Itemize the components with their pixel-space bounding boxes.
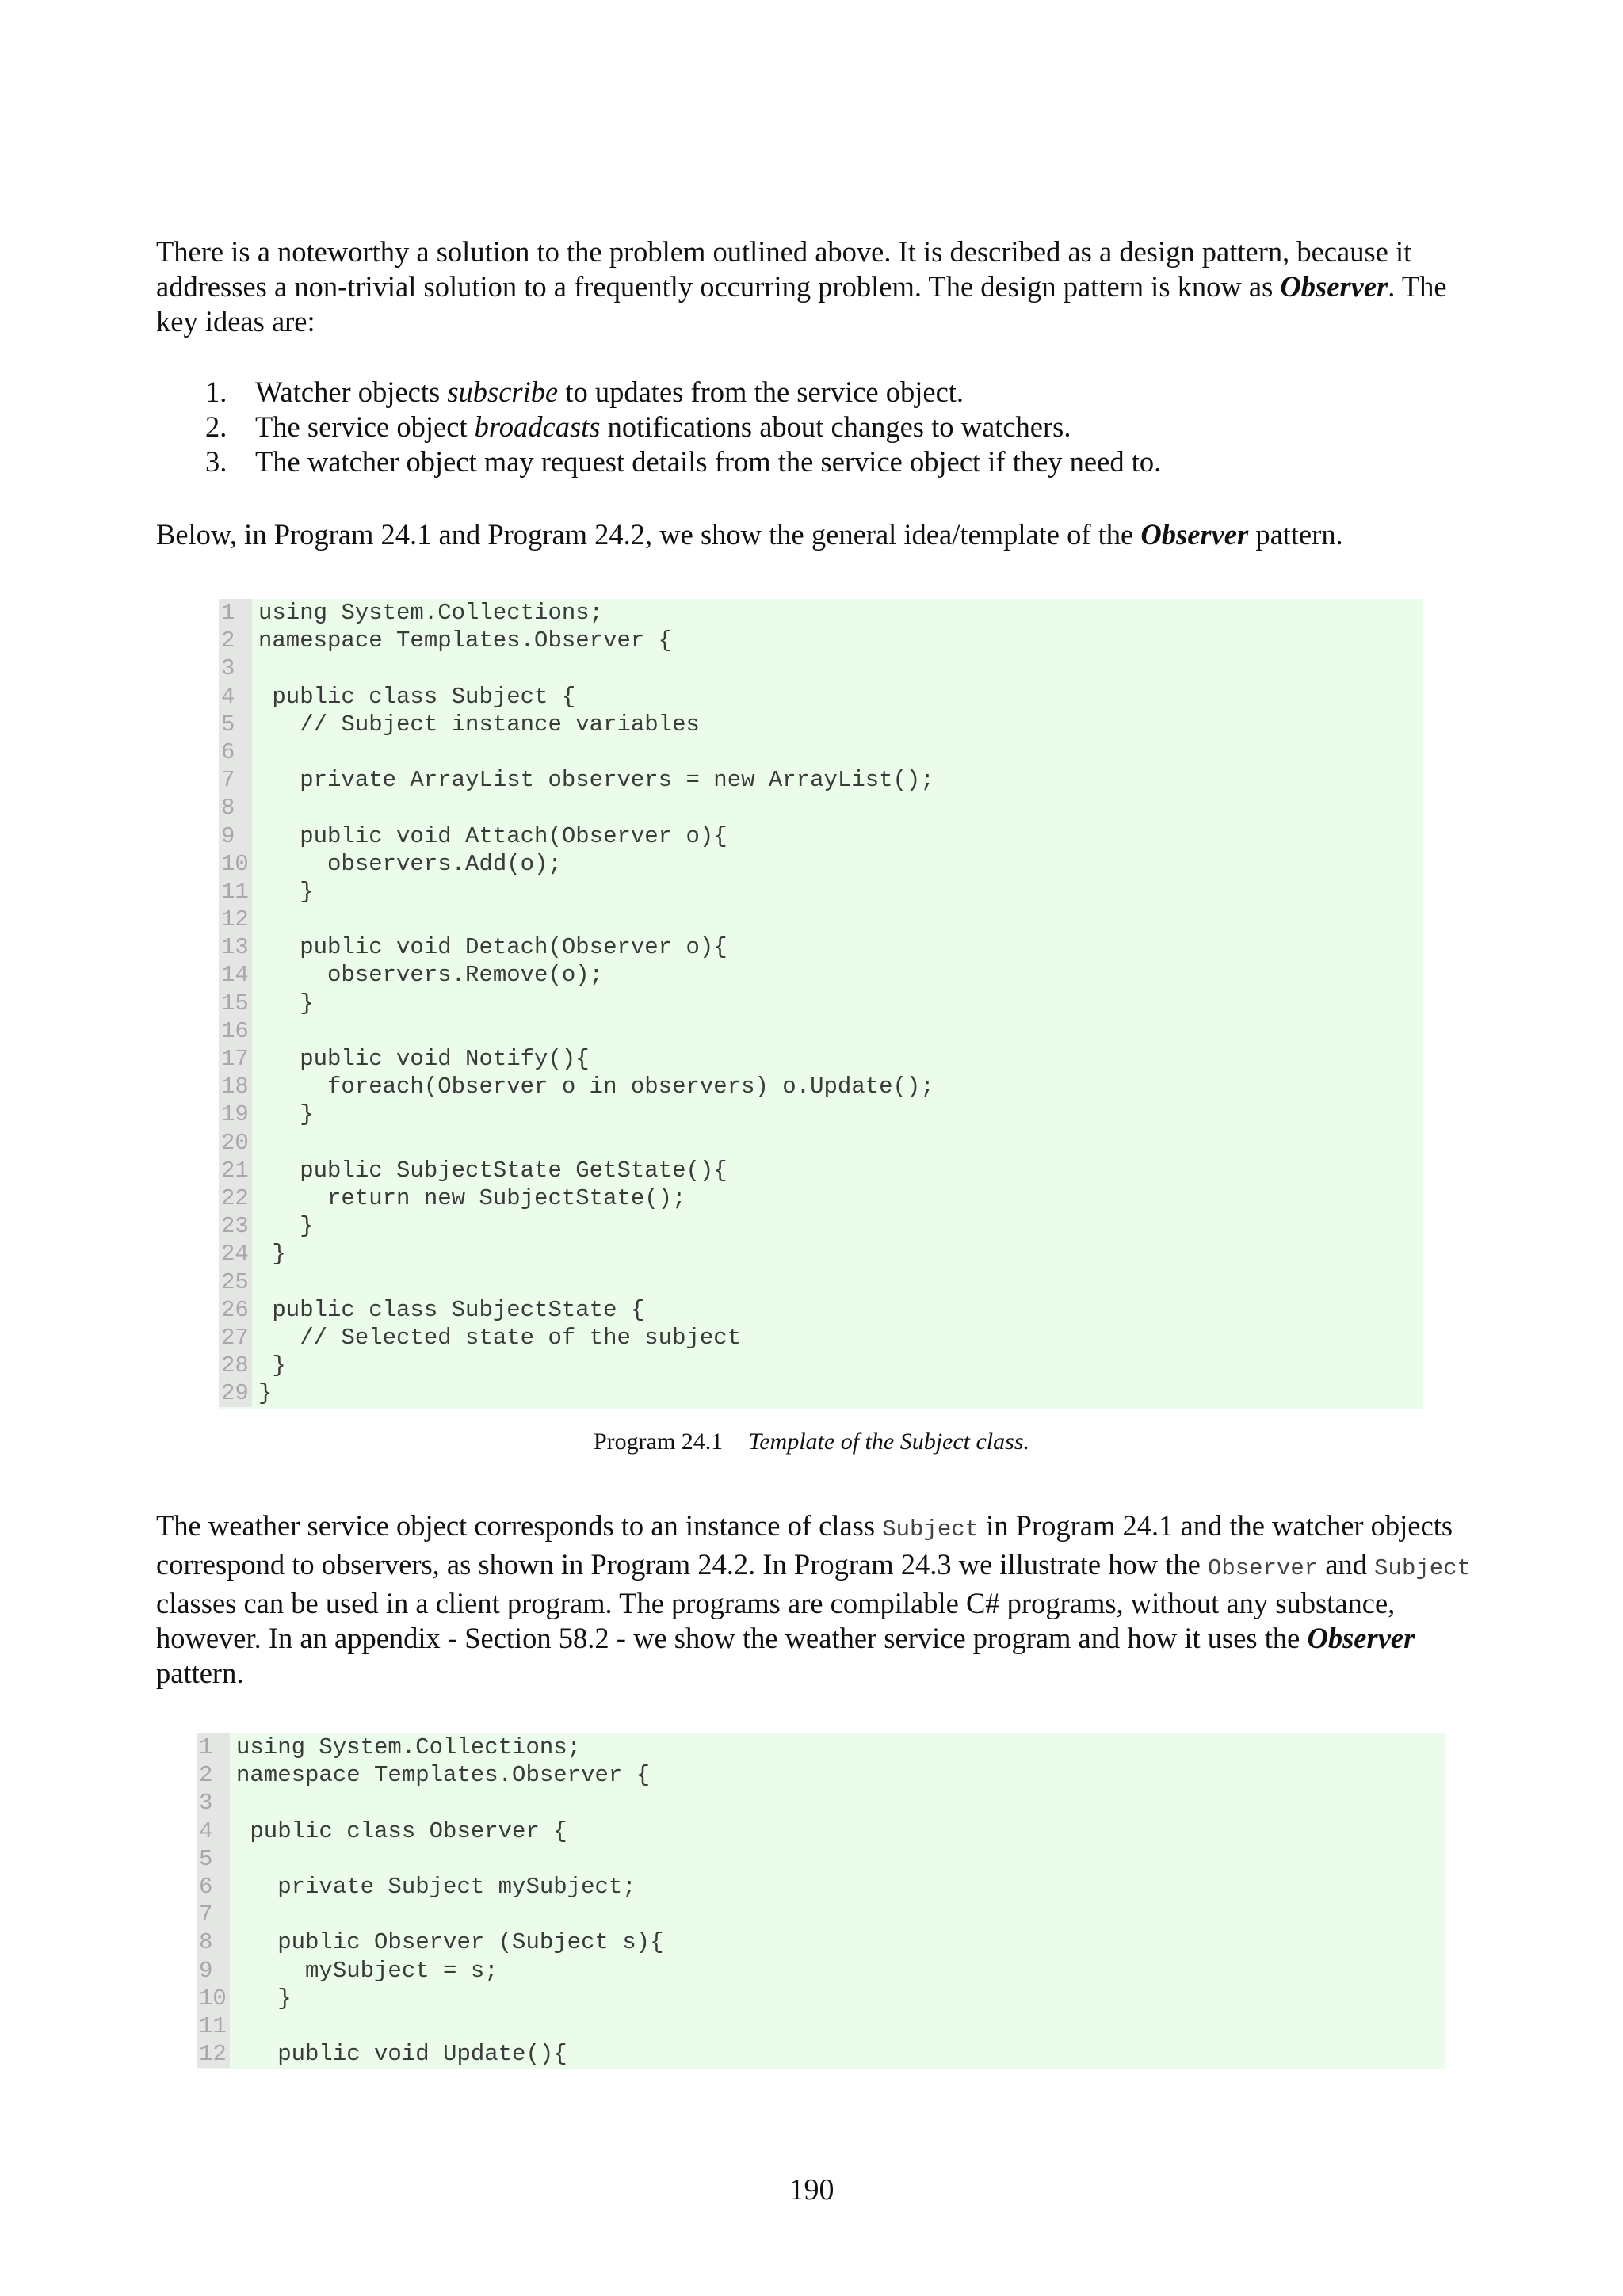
list-item-number: 1. [205, 376, 227, 408]
list-item-emphasis: broadcasts [474, 410, 601, 443]
code-text: mySubject = s; [236, 1957, 498, 1984]
code-line [219, 711, 1423, 738]
code-text: } [258, 1101, 314, 1128]
code-line [219, 1157, 1423, 1184]
code-line [197, 1957, 1445, 1985]
code-text: using System.Collections; [258, 600, 604, 626]
code-line [219, 654, 1423, 682]
list-item [156, 444, 1487, 479]
code-text [252, 1268, 258, 1296]
code-line [219, 1045, 1423, 1073]
caption-label: Program 24.1 [593, 1428, 724, 1455]
code-line [219, 1100, 1423, 1128]
line-number: 9 [219, 822, 252, 850]
code-line [197, 1733, 1445, 1761]
line-number: 1 [219, 599, 252, 627]
code-text: } [258, 1213, 314, 1240]
code-line [219, 1296, 1423, 1324]
line-number: 2 [197, 1761, 230, 1789]
code-text: public Observer (Subject s){ [236, 1929, 664, 1956]
list-item [156, 375, 1487, 410]
inline-code-observer: Observer [1207, 1555, 1319, 1581]
code-text: } [236, 1985, 292, 2012]
program-24-2-code-block [197, 1733, 1445, 2069]
line-number: 8 [219, 794, 252, 822]
code-line [219, 738, 1423, 766]
weather-paragraph [156, 1508, 1487, 1691]
list-item-text: notifications about changes to watchers. [600, 410, 1071, 443]
inline-code-subject: Subject [882, 1516, 980, 1543]
list-item-text: The watcher object may request details from the service object if they need to. [255, 445, 1162, 478]
code-line [219, 1379, 1423, 1407]
code-text [252, 1017, 258, 1045]
list-item-emphasis: subscribe [447, 376, 559, 408]
line-number: 7 [219, 766, 252, 794]
code-line [219, 1073, 1423, 1100]
code-text [252, 738, 258, 766]
line-number: 1 [197, 1733, 230, 1761]
line-number: 10 [219, 850, 252, 878]
line-number: 12 [197, 2040, 230, 2068]
code-text: foreach(Observer o in observers) o.Update(); [258, 1074, 934, 1100]
code-text: public void Attach(Observer o){ [258, 822, 727, 849]
intro-paragraph [156, 235, 1487, 339]
observer-term: Observer [1307, 1622, 1415, 1654]
code-line [219, 1324, 1423, 1352]
code-text: // Subject instance variables [258, 711, 700, 738]
code-line [197, 1873, 1445, 1901]
line-number: 9 [197, 1957, 230, 1985]
line-number: 3 [219, 654, 252, 682]
line-number: 23 [219, 1212, 252, 1240]
code-text [230, 1901, 236, 1928]
code-line [197, 1817, 1445, 1845]
code-line [219, 822, 1423, 850]
code-text: observers.Add(o); [258, 850, 562, 877]
line-number: 21 [219, 1157, 252, 1184]
code-text: private Subject mySubject; [236, 1873, 636, 1900]
code-line [219, 990, 1423, 1017]
observer-term: Observer [1140, 518, 1249, 551]
list-item [156, 410, 1487, 444]
code-text: public class Subject { [258, 683, 576, 710]
code-text: return new SubjectState(); [258, 1184, 686, 1211]
list-item-text: The service object [255, 410, 475, 443]
code-text [230, 2012, 236, 2040]
line-number: 16 [219, 1017, 252, 1045]
line-number: 5 [219, 711, 252, 738]
code-line [219, 933, 1423, 961]
code-line [197, 1928, 1445, 1956]
line-number: 12 [219, 906, 252, 933]
code-text: private ArrayList observers = new ArrayList(); [258, 767, 934, 794]
code-text [252, 654, 258, 682]
code-line [197, 2012, 1445, 2040]
code-line [219, 1212, 1423, 1240]
line-number: 11 [197, 2012, 230, 2040]
line-number: 5 [197, 1845, 230, 1873]
code-line [197, 1985, 1445, 2012]
code-line [219, 878, 1423, 906]
code-line [219, 1352, 1423, 1379]
code-line [219, 1017, 1423, 1045]
code-line [219, 1184, 1423, 1212]
line-number: 17 [219, 1045, 252, 1073]
code-text [252, 906, 258, 933]
line-number: 6 [197, 1873, 230, 1901]
program-24-1-code-block [219, 599, 1423, 1409]
line-number: 13 [219, 933, 252, 961]
code-text: public SubjectState GetState(){ [258, 1157, 727, 1184]
code-line [219, 1240, 1423, 1268]
weather-text-5: pattern. [156, 1657, 244, 1689]
code-line [219, 766, 1423, 794]
code-line [219, 627, 1423, 654]
line-number: 4 [219, 683, 252, 711]
code-line [219, 906, 1423, 933]
below-text-2: pattern. [1248, 518, 1343, 551]
line-number: 4 [197, 1817, 230, 1845]
line-number: 7 [197, 1901, 230, 1928]
code-text: public void Notify(){ [258, 1046, 590, 1072]
code-line [219, 683, 1423, 711]
list-item-number: 3. [205, 445, 227, 478]
line-number: 15 [219, 990, 252, 1017]
code-text: public class SubjectState { [258, 1296, 645, 1323]
line-number: 29 [219, 1379, 252, 1407]
code-text: } [258, 1352, 286, 1379]
code-text: public class Observer { [236, 1817, 567, 1844]
list-item-number: 2. [205, 410, 227, 443]
code-text [252, 1129, 258, 1157]
weather-text-1: The weather service object corresponds to an instance of class [156, 1509, 883, 1542]
line-number: 8 [197, 1928, 230, 1956]
line-number: 18 [219, 1073, 252, 1100]
list-item-text: Watcher objects [255, 376, 448, 408]
intro-text-1: There is a noteworthy a solution to the problem outlined above. It is described as a design pattern, because it addresses a non-trivial solution to a frequently occurring problem. The design pattern is know as [156, 235, 1412, 303]
weather-text-3: and [1318, 1548, 1375, 1581]
line-number: 10 [197, 1985, 230, 2012]
page-number: 190 [789, 2173, 834, 2206]
code-text [252, 794, 258, 822]
code-line [197, 2040, 1445, 2068]
code-line [197, 1901, 1445, 1928]
below-text-1: Below, in Program 24.1 and Program 24.2, we show the general idea/template of the [156, 518, 1141, 551]
code-line [219, 1268, 1423, 1296]
code-text: public void Update(){ [236, 2041, 567, 2068]
line-number: 26 [219, 1296, 252, 1324]
line-number: 14 [219, 961, 252, 989]
inline-code-subject: Subject [1374, 1555, 1471, 1581]
line-number: 2 [219, 627, 252, 654]
weather-text-2: in Program 24.1 and the watcher objects correspond to observers, as shown in Program 24.2. In Program 24.3 we illustrate how the [156, 1509, 1453, 1581]
code-text: } [258, 1380, 273, 1407]
code-line [197, 1761, 1445, 1789]
weather-text-4: classes can be used in a client program. The programs are compilable C# programs, without any substance, however. In an appendix - Section 58.2 - we show the weather service program and how it uses the [156, 1587, 1396, 1654]
line-number: 24 [219, 1240, 252, 1268]
code-text: namespace Templates.Observer { [236, 1762, 651, 1789]
code-text: using System.Collections; [236, 1734, 582, 1760]
line-number: 22 [219, 1184, 252, 1212]
code-line [219, 794, 1423, 822]
code-text: } [258, 990, 314, 1016]
code-text: namespace Templates.Observer { [258, 627, 673, 654]
code-line [219, 961, 1423, 989]
code-line [219, 1129, 1423, 1157]
line-number: 11 [219, 878, 252, 906]
list-item-text: to updates from the service object. [558, 376, 964, 408]
code-line [197, 1845, 1445, 1873]
code-text: } [258, 1241, 286, 1268]
code-line [197, 1789, 1445, 1817]
observer-term: Observer [1280, 270, 1388, 303]
line-number: 27 [219, 1324, 252, 1352]
line-number: 20 [219, 1129, 252, 1157]
code-text [230, 1845, 236, 1873]
line-number: 3 [197, 1789, 230, 1817]
key-ideas-list [156, 375, 1487, 479]
caption-title: Template of the Subject class. [748, 1428, 1029, 1455]
code-text: observers.Remove(o); [258, 962, 604, 989]
line-number: 19 [219, 1100, 252, 1128]
code-line [219, 850, 1423, 878]
intro-text-2: . The key ideas are: [156, 270, 1447, 338]
below-paragraph [156, 517, 1487, 552]
line-number: 6 [219, 738, 252, 766]
code-line [219, 599, 1423, 627]
code-text: public void Detach(Observer o){ [258, 934, 727, 961]
line-number: 28 [219, 1352, 252, 1379]
code-text: // Selected state of the subject [258, 1324, 742, 1351]
program-24-1-caption [0, 1428, 1623, 1456]
code-text: } [258, 878, 314, 905]
line-number: 25 [219, 1268, 252, 1296]
code-text [230, 1789, 236, 1817]
